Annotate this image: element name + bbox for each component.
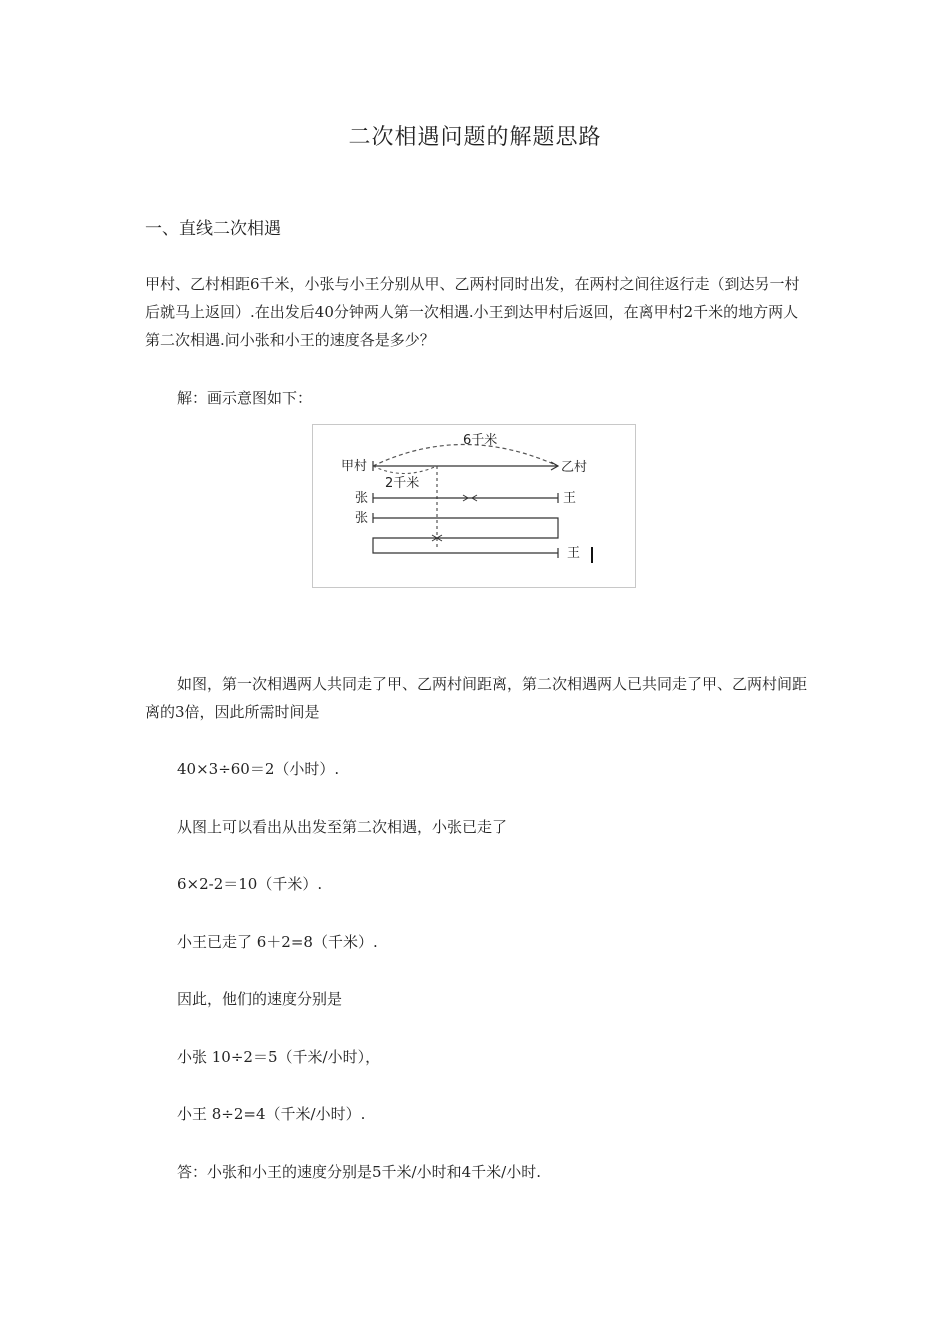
- section-heading: 一、直线二次相遇: [145, 219, 281, 239]
- therefore-line: 因此，他们的速度分别是: [177, 990, 343, 1008]
- wang-distance: 小王已走了 6＋2=8（千米）.: [177, 933, 378, 951]
- solution-intro: 解：画示意图如下：: [177, 389, 313, 407]
- label-wang-first: 王: [563, 491, 577, 506]
- label-village-jia: 甲村: [341, 459, 368, 474]
- zhang-return-path: [373, 518, 558, 553]
- problem-statement: 甲村、乙村相距6千米，小张与小王分别从甲、乙两村同时出发，在两村之间往返行走（到达另一村后就马上返回）.在出发后40分钟两人第一次相遇.小王到达甲村后返回，在离甲村2千米的地方两人第二次相遇.问小张和小王的速度各是多少？: [145, 275, 800, 349]
- label-partial-distance: 2千米: [385, 476, 420, 491]
- speed-wang: 小王 8÷2=4（千米/小时）.: [177, 1105, 366, 1123]
- formula-time: 40×3÷60＝2（小时）.: [177, 760, 340, 778]
- formula-zhang-distance: 6×2-2＝10（千米）.: [177, 875, 323, 893]
- label-zhang-first: 张: [355, 491, 369, 506]
- label-total-distance: 6千米: [463, 433, 498, 448]
- explanation-paragraph: 如图，第一次相遇两人共同走了甲、乙两村间距离，第二次相遇两人已共同走了甲、乙两村间距离的3倍，因此所需时间是: [145, 675, 808, 721]
- label-village-yi: 乙村: [561, 460, 588, 475]
- partial-distance-arc: [373, 466, 437, 474]
- page-title: 二次相遇问题的解题思路: [348, 125, 602, 150]
- zhang-intro: 从图上可以看出从出发至第二次相遇，小张已走了: [177, 818, 508, 836]
- speed-zhang: 小张 10÷2＝5（千米/小时），: [177, 1048, 381, 1066]
- label-zhang-second: 张: [355, 511, 369, 526]
- label-wang-second: 王: [567, 546, 581, 561]
- meeting-diagram-svg: [313, 425, 635, 587]
- final-answer: 答：小张和小王的速度分别是5千米/小时和4千米/小时.: [177, 1163, 541, 1181]
- meeting-diagram: [312, 424, 636, 588]
